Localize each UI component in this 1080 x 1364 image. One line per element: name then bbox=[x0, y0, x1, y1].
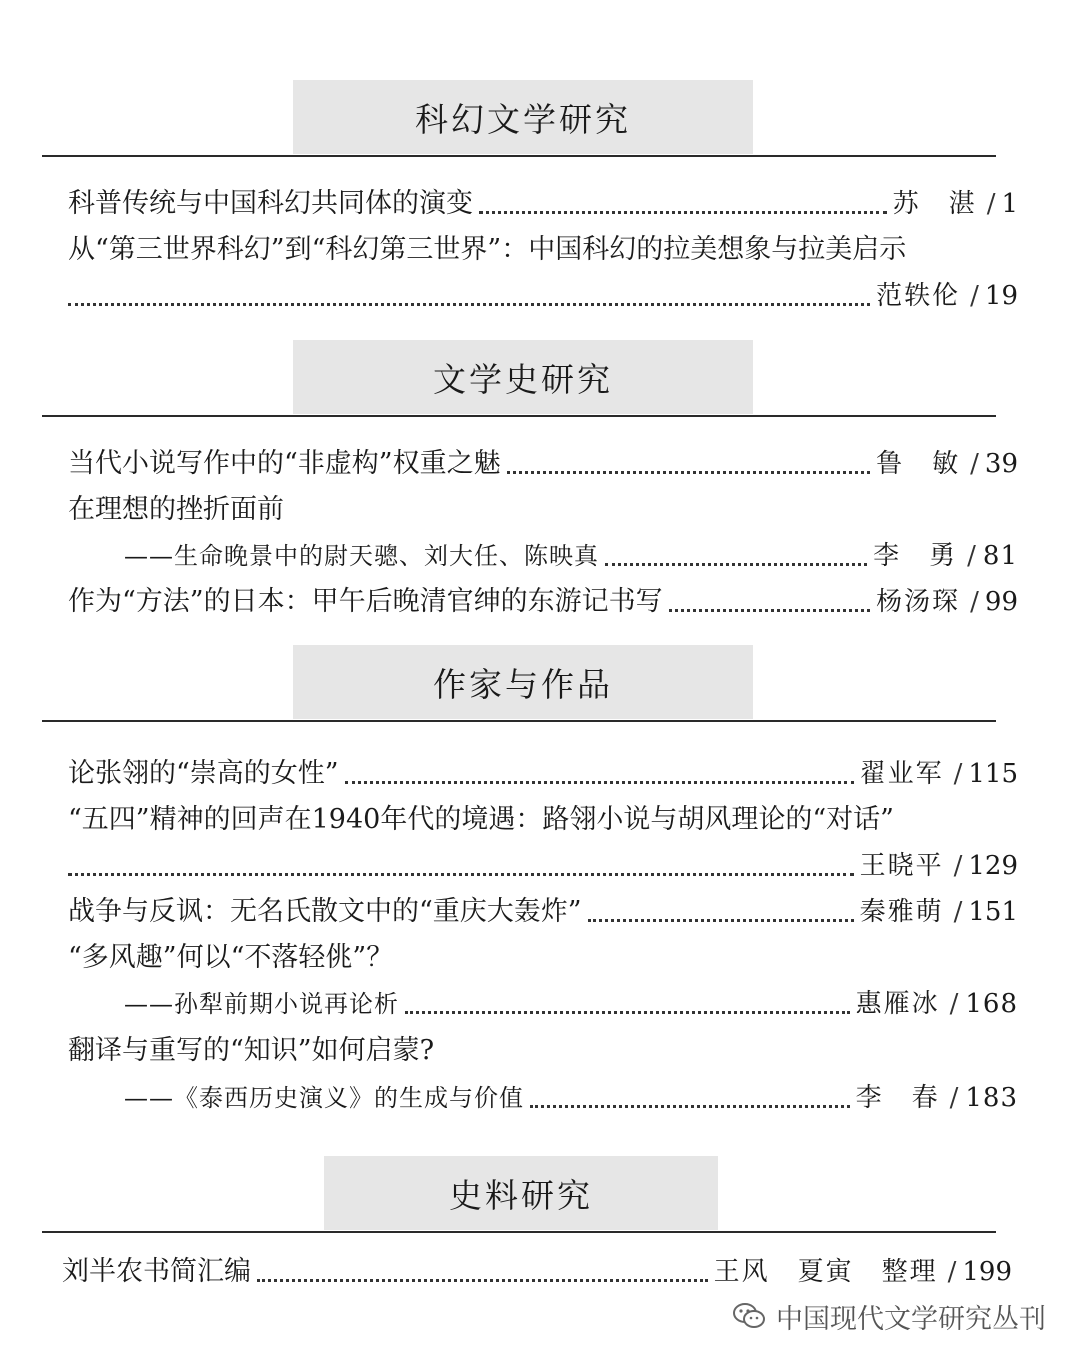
dot-leader bbox=[605, 563, 867, 566]
separator-slash: / bbox=[949, 1083, 960, 1113]
toc-entry[interactable] bbox=[124, 984, 1018, 1024]
entry-title: 作为“方法”的日本：甲午后晚清官绅的东游记书写 bbox=[68, 586, 663, 617]
dot-leader bbox=[669, 609, 871, 612]
separator-slash: / bbox=[949, 989, 960, 1019]
toc-entry[interactable] bbox=[124, 1078, 1018, 1118]
toc-entry[interactable] bbox=[124, 536, 1018, 576]
dot-leader bbox=[530, 1105, 850, 1108]
entry-page: 1 bbox=[1001, 189, 1018, 219]
entry-title: 论张翎的“崇高的女性” bbox=[68, 758, 339, 789]
section-rule bbox=[42, 720, 996, 722]
separator-slash: / bbox=[970, 281, 979, 311]
entry-author: 李 勇 bbox=[873, 541, 958, 571]
entry-title: 刘半农书简汇编 bbox=[62, 1256, 251, 1287]
entry-page: 39 bbox=[984, 449, 1018, 479]
entry-subtitle: ——生命晚景中的尉天骢、刘大任、陈映真 bbox=[124, 542, 599, 570]
entry-author: 鲁 敏 bbox=[876, 449, 961, 479]
toc-entry[interactable] bbox=[68, 892, 1018, 932]
entry-title: 从“第三世界科幻”到“科幻第三世界”：中国科幻的拉美想象与拉美启示 bbox=[68, 234, 907, 265]
entry-author: 王晓平 bbox=[859, 851, 944, 881]
toc-entry[interactable] bbox=[68, 444, 1018, 484]
entry-title: 当代小说写作中的“非虚构”权重之魅 bbox=[68, 448, 501, 479]
entry-title: 翻译与重写的“知识”如何启蒙? bbox=[68, 1035, 435, 1066]
toc-entry[interactable] bbox=[68, 184, 1018, 224]
entry-page: 183 bbox=[965, 1083, 1018, 1113]
entry-title: 战争与反讽：无名氏散文中的“重庆大轰炸” bbox=[68, 896, 582, 927]
entry-page: 168 bbox=[965, 989, 1018, 1019]
entry-title: “多风趣”何以“不落轻佻”？ bbox=[68, 942, 394, 973]
entry-author: 王风 夏寅 整理 bbox=[713, 1257, 938, 1287]
separator-slash: / bbox=[970, 449, 979, 479]
separator-slash: / bbox=[953, 851, 963, 881]
separator-slash: / bbox=[970, 587, 979, 617]
entry-author: 惠雁冰 bbox=[855, 989, 940, 1019]
section-rule bbox=[42, 155, 996, 157]
entry-title: 在理想的挫折面前 bbox=[68, 494, 284, 525]
section-rule bbox=[42, 415, 996, 417]
entry-page: 81 bbox=[982, 541, 1018, 571]
dot-leader bbox=[479, 211, 887, 214]
entry-page: 129 bbox=[968, 851, 1018, 881]
section-title: 史料研究 bbox=[324, 1156, 718, 1230]
section-heading-3 bbox=[42, 645, 996, 723]
dot-leader bbox=[405, 1011, 850, 1014]
dot-leader bbox=[507, 471, 871, 474]
entry-subtitle: ——孙犁前期小说再论析 bbox=[124, 990, 399, 1018]
section-title: 科幻文学研究 bbox=[293, 80, 753, 154]
entry-author: 秦雅萌 bbox=[859, 897, 944, 927]
section-heading-4 bbox=[42, 1156, 996, 1234]
separator-slash: / bbox=[986, 189, 996, 219]
separator-slash: / bbox=[947, 1257, 957, 1287]
section-heading-2 bbox=[42, 340, 996, 418]
wechat-icon bbox=[732, 1301, 766, 1331]
entry-author: 杨汤琛 bbox=[876, 587, 961, 617]
toc-entry[interactable] bbox=[68, 846, 1018, 886]
dot-leader bbox=[257, 1279, 708, 1282]
entry-page: 115 bbox=[968, 759, 1018, 789]
entry-author: 范轶伦 bbox=[876, 281, 961, 311]
toc-entry[interactable] bbox=[68, 276, 1018, 316]
entry-subtitle: ——《泰西历史演义》的生成与价值 bbox=[124, 1084, 524, 1112]
separator-slash: / bbox=[953, 897, 963, 927]
toc-entry[interactable] bbox=[68, 582, 1018, 622]
dot-leader bbox=[68, 873, 854, 876]
separator-slash: / bbox=[953, 759, 963, 789]
entry-author: 李 春 bbox=[855, 1083, 940, 1113]
entry-title: “五四”精神的回声在1940年代的境遇：路翎小说与胡风理论的“对话” bbox=[68, 804, 894, 835]
entry-author: 翟业军 bbox=[859, 759, 944, 789]
separator-slash: / bbox=[967, 541, 977, 571]
entry-page: 19 bbox=[984, 281, 1018, 311]
entry-page: 99 bbox=[984, 587, 1018, 617]
toc-entry[interactable] bbox=[62, 1252, 1012, 1292]
dot-leader bbox=[588, 919, 854, 922]
dot-leader bbox=[345, 781, 854, 784]
entry-page: 199 bbox=[962, 1257, 1012, 1287]
watermark-text: 中国现代文学研究丛刊 bbox=[776, 1303, 1046, 1335]
watermark bbox=[732, 1296, 1046, 1336]
section-heading-1 bbox=[42, 80, 996, 158]
section-title: 作家与作品 bbox=[293, 645, 753, 719]
dot-leader bbox=[68, 303, 870, 306]
entry-page: 151 bbox=[968, 897, 1018, 927]
toc-entry[interactable] bbox=[68, 754, 1018, 794]
section-rule bbox=[42, 1231, 996, 1233]
section-title: 文学史研究 bbox=[293, 340, 753, 414]
entry-title: 科普传统与中国科幻共同体的演变 bbox=[68, 188, 473, 219]
entry-author: 苏 湛 bbox=[892, 189, 977, 219]
